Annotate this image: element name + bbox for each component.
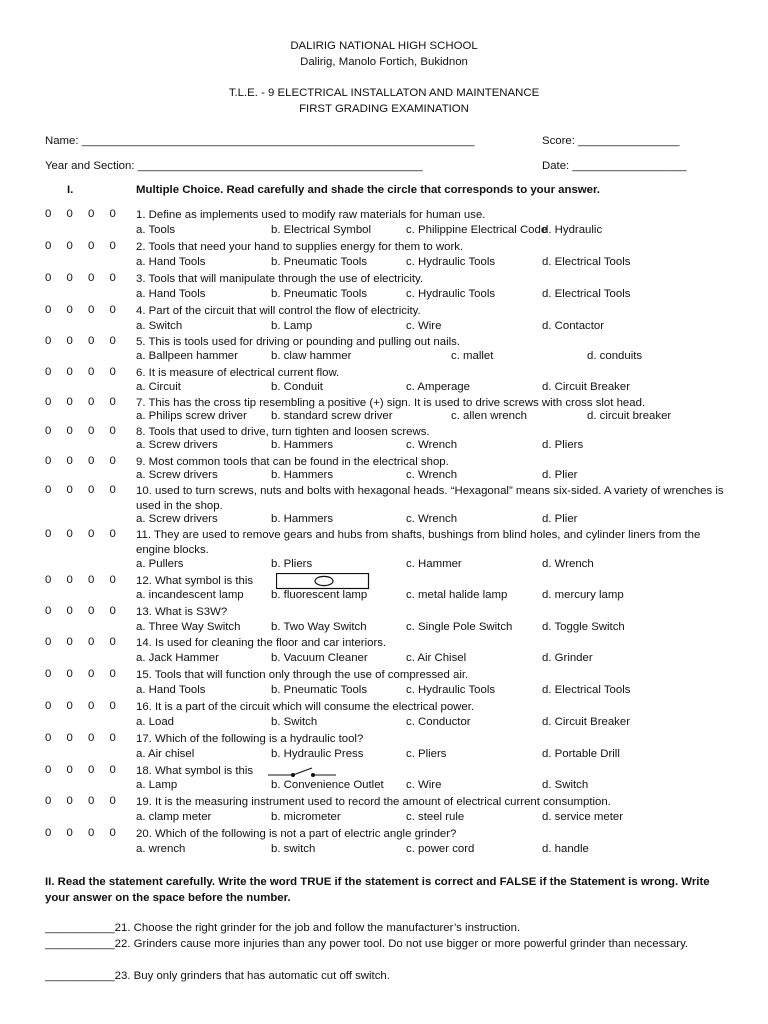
option-d: d. Plier [542, 469, 578, 481]
answer-bubble-a[interactable]: 0 [45, 272, 52, 284]
option-c: c. Hydraulic Tools [406, 256, 496, 268]
answer-bubble-c[interactable]: 0 [88, 636, 95, 648]
option-b: b. claw hammer [271, 350, 352, 362]
answer-bubble-c[interactable]: 0 [88, 574, 95, 586]
answer-bubble-d[interactable]: 0 [109, 700, 116, 712]
answer-bubble-c[interactable]: 0 [88, 425, 95, 437]
option-b: b. Conduit [271, 381, 323, 393]
answer-bubble-b[interactable]: 0 [66, 764, 73, 776]
answer-bubble-b[interactable]: 0 [66, 425, 73, 437]
question-options [136, 684, 736, 698]
question-text: 8. Tools that used to drive, turn tighten and loosen screws. [136, 426, 430, 438]
option-a: a. Jack Hammer [136, 652, 219, 664]
question-options [136, 843, 736, 857]
answer-bubbles [45, 605, 125, 617]
question-text: 20. Which of the following is not a part of electric angle grinder? [136, 828, 457, 840]
answer-bubbles [45, 732, 125, 744]
option-c: c. Conductor [406, 716, 471, 728]
answer-bubbles [45, 528, 125, 540]
answer-bubble-d[interactable]: 0 [109, 636, 116, 648]
answer-bubble-d[interactable]: 0 [109, 240, 116, 252]
answer-bubble-b[interactable]: 0 [66, 335, 73, 347]
question-text: 2. Tools that need your hand to supplies energy for them to work. [136, 241, 464, 253]
answer-bubbles [45, 240, 125, 252]
date-field[interactable]: Date: __________________ [542, 160, 687, 172]
option-c: c. allen wrench [451, 410, 527, 422]
option-d: d. Portable Drill [542, 748, 620, 760]
answer-bubble-d[interactable]: 0 [109, 425, 116, 437]
answer-bubble-a[interactable]: 0 [45, 335, 52, 347]
answer-bubble-a[interactable]: 0 [45, 795, 52, 807]
part2-instruction: II. Read the statement carefully. Write the word TRUE if the statement is correct and FALSE if the Statement is wrong. Write your answer on the space before the number. [45, 876, 710, 904]
question-options [136, 748, 736, 762]
question-text: 4. Part of the circuit that will control the flow of electricity. [136, 305, 421, 317]
option-b: b. Two Way Switch [271, 621, 367, 633]
option-a: a. Hand Tools [136, 256, 206, 268]
answer-bubble-b[interactable]: 0 [66, 304, 73, 316]
option-a: a. Ballpeen hammer [136, 350, 238, 362]
option-a: a. Hand Tools [136, 684, 206, 696]
question-text: 7. This has the cross tip resembling a positive (+) sign. It is used to drive screws with cross slot head. [136, 397, 646, 409]
option-a: a. Air chisel [136, 748, 195, 760]
tf-item-23: ___________23. Buy only grinders that has automatic cut off switch. [45, 970, 390, 982]
answer-bubbles [45, 396, 125, 408]
answer-bubbles [45, 455, 125, 467]
answer-bubble-c[interactable]: 0 [88, 208, 95, 220]
answer-bubble-a[interactable]: 0 [45, 605, 52, 617]
part1-instruction: Multiple Choice. Read carefully and shade the circle that corresponds to your answer. [136, 184, 600, 196]
option-b: b. Hammers [271, 439, 334, 451]
option-d: d. mercury lamp [542, 589, 624, 601]
answer-bubble-b[interactable]: 0 [66, 636, 73, 648]
question-options [136, 469, 736, 483]
answer-bubbles [45, 425, 125, 437]
option-a: a. Lamp [136, 779, 178, 791]
tf-item-22: ___________22. Grinders cause more injuries than any power tool. Do not use bigger or more powerful grinder than necessary. [45, 938, 689, 950]
answer-bubble-b[interactable]: 0 [66, 700, 73, 712]
subject-title: T.L.E. - 9 ELECTRICAL INSTALLATON AND MAINTENANCE [228, 87, 540, 99]
answer-bubble-b[interactable]: 0 [66, 528, 73, 540]
answer-bubble-c[interactable]: 0 [88, 528, 95, 540]
option-b: b. micrometer [271, 811, 341, 823]
question-text: 16. It is a part of the circuit which will consume the electrical power. [136, 701, 475, 713]
option-d: d. Hydraulic [542, 224, 603, 236]
option-c: c. Hydraulic Tools [406, 684, 496, 696]
option-a: a. Switch [136, 320, 183, 332]
answer-bubble-a[interactable]: 0 [45, 208, 52, 220]
option-b: b. Hydraulic Press [271, 748, 364, 760]
answer-bubble-d[interactable]: 0 [109, 732, 116, 744]
answer-bubble-c[interactable]: 0 [88, 668, 95, 680]
question-text: 5. This is tools used for driving or pounding and pulling out nails. [136, 336, 460, 348]
switch-symbol-icon [268, 764, 338, 780]
option-a: a. Three Way Switch [136, 621, 241, 633]
answer-bubble-c[interactable]: 0 [88, 605, 95, 617]
answer-bubble-a[interactable]: 0 [45, 396, 52, 408]
school-address: Dalirig, Manolo Fortich, Bukidnon [300, 56, 468, 68]
option-b: b. switch [271, 843, 316, 855]
answer-bubble-b[interactable]: 0 [66, 605, 73, 617]
answer-bubble-b[interactable]: 0 [66, 795, 73, 807]
score-field[interactable]: Score: ________________ [542, 135, 680, 147]
answer-bubbles [45, 795, 125, 807]
question-text: 11. They are used to remove gears and hubs from shafts, bushings from blind holes, and cylinder liners from the engine blocks. [136, 529, 701, 556]
option-d: d. Electrical Tools [542, 256, 631, 268]
option-b: b. Convenience Outlet [271, 779, 384, 791]
answer-bubble-a[interactable]: 0 [45, 636, 52, 648]
answer-bubble-b[interactable]: 0 [66, 574, 73, 586]
question-options [136, 621, 736, 635]
question-options [136, 716, 736, 730]
question-options [136, 256, 736, 270]
option-c: c. Wire [406, 320, 442, 332]
answer-bubble-a[interactable]: 0 [45, 240, 52, 252]
answer-bubble-b[interactable]: 0 [66, 366, 73, 378]
option-c: c. Hydraulic Tools [406, 288, 496, 300]
answer-bubbles [45, 335, 125, 347]
answer-bubble-d[interactable]: 0 [109, 605, 116, 617]
answer-bubble-a[interactable]: 0 [45, 425, 52, 437]
option-c: c. Wrench [406, 469, 458, 481]
option-a: a. Screw drivers [136, 513, 218, 525]
answer-bubble-c[interactable]: 0 [88, 484, 95, 496]
question-text: 13. What is S3W? [136, 606, 228, 618]
answer-bubble-a[interactable]: 0 [45, 764, 52, 776]
question-options [136, 558, 736, 572]
answer-bubble-a[interactable]: 0 [45, 455, 52, 467]
option-c: c. Air Chisel [406, 652, 467, 664]
option-a: a. Screw drivers [136, 439, 218, 451]
answer-bubble-a[interactable]: 0 [45, 700, 52, 712]
lamp-symbol-icon [276, 573, 370, 590]
option-c: c. Wrench [406, 513, 458, 525]
option-a: a. clamp meter [136, 811, 212, 823]
question-text: 19. It is the measuring instrument used to record the amount of electrical current consumption. [136, 796, 611, 808]
option-d: d. Wrench [542, 558, 594, 570]
option-d: d. Plier [542, 513, 578, 525]
answer-bubbles [45, 700, 125, 712]
answer-bubble-a[interactable]: 0 [45, 366, 52, 378]
option-d: d. Switch [542, 779, 589, 791]
option-a: a. Circuit [136, 381, 181, 393]
answer-bubbles [45, 304, 125, 316]
answer-bubble-d[interactable]: 0 [109, 304, 116, 316]
answer-bubble-b[interactable]: 0 [66, 208, 73, 220]
answer-bubble-d[interactable]: 0 [109, 396, 116, 408]
answer-bubble-c[interactable]: 0 [88, 455, 95, 467]
answer-bubble-c[interactable]: 0 [88, 335, 95, 347]
option-d: d. Grinder [542, 652, 593, 664]
option-b: b. Pneumatic Tools [271, 256, 368, 268]
answer-bubble-d[interactable]: 0 [109, 795, 116, 807]
option-b: b. Pliers [271, 558, 313, 570]
answer-bubbles [45, 272, 125, 284]
answer-bubble-d[interactable]: 0 [109, 208, 116, 220]
answer-bubble-c[interactable]: 0 [88, 700, 95, 712]
answer-bubble-d[interactable]: 0 [109, 827, 116, 839]
option-a: a. Tools [136, 224, 176, 236]
answer-bubble-d[interactable]: 0 [109, 335, 116, 347]
question-text: 18. What symbol is this [136, 765, 254, 777]
answer-bubbles [45, 366, 125, 378]
option-c: c. Pliers [406, 748, 447, 760]
question-options [136, 589, 736, 603]
answer-bubble-d[interactable]: 0 [109, 484, 116, 496]
option-d: d. Pliers [542, 439, 584, 451]
exam-title: FIRST GRADING EXAMINATION [299, 103, 469, 115]
option-b: b. Switch [271, 716, 318, 728]
option-a: a. Screw drivers [136, 469, 218, 481]
option-c: c. Philippine Electrical Code [406, 224, 548, 236]
option-c: c. Wire [406, 779, 442, 791]
option-b: b. Vacuum Cleaner [271, 652, 368, 664]
question-text: 9. Most common tools that can be found in the electrical shop. [136, 456, 449, 468]
question-text: 15. Tools that will function only through the use of compressed air. [136, 669, 469, 681]
answer-bubble-a[interactable]: 0 [45, 668, 52, 680]
question-options [136, 779, 736, 793]
option-b: b. Pneumatic Tools [271, 684, 368, 696]
answer-bubble-b[interactable]: 0 [66, 455, 73, 467]
option-c: c. steel rule [406, 811, 465, 823]
answer-bubble-d[interactable]: 0 [109, 528, 116, 540]
option-c: c. Hammer [406, 558, 462, 570]
question-options [136, 320, 736, 334]
answer-bubbles [45, 764, 125, 776]
answer-bubble-d[interactable]: 0 [109, 764, 116, 776]
answer-bubble-d[interactable]: 0 [109, 668, 116, 680]
option-d: d. Toggle Switch [542, 621, 625, 633]
question-options [136, 381, 736, 395]
answer-bubbles [45, 827, 125, 839]
answer-bubble-b[interactable]: 0 [66, 484, 73, 496]
question-text: 12. What symbol is this [136, 575, 254, 587]
answer-bubble-b[interactable]: 0 [66, 396, 73, 408]
answer-bubble-b[interactable]: 0 [66, 668, 73, 680]
option-c: c. Amperage [406, 381, 470, 393]
answer-bubble-c[interactable]: 0 [88, 366, 95, 378]
tf-item-21: ___________21. Choose the right grinder for the job and follow the manufacturer’s instruction. [45, 922, 521, 934]
question-text: 1. Define as implements used to modify raw materials for human use. [136, 209, 486, 221]
answer-bubble-c[interactable]: 0 [88, 304, 95, 316]
answer-bubble-b[interactable]: 0 [66, 240, 73, 252]
answer-bubbles [45, 208, 125, 220]
option-d: d. Contactor [542, 320, 605, 332]
question-text: 10. used to turn screws, nuts and bolts with hexagonal heads. “Hexagonal” means six-sided. A variety of wrenches is used in the shop. [136, 485, 724, 512]
answer-bubbles [45, 484, 125, 496]
option-c: c. Wrench [406, 439, 458, 451]
answer-bubble-a[interactable]: 0 [45, 528, 52, 540]
option-a: a. Philips screw driver [136, 410, 247, 422]
answer-bubble-c[interactable]: 0 [88, 396, 95, 408]
year-section-field[interactable]: Year and Section: _____________________________________________ [45, 160, 423, 172]
question-options [136, 350, 736, 364]
question-text: 14. Is used for cleaning the floor and car interiors. [136, 637, 387, 649]
question-options [136, 439, 736, 453]
question-text: 17. Which of the following is a hydraulic tool? [136, 733, 364, 745]
option-a: a. incandescent lamp [136, 589, 244, 601]
question-options [136, 513, 736, 527]
option-d: d. conduits [587, 350, 643, 362]
question-options [136, 288, 736, 302]
option-a: a. Hand Tools [136, 288, 206, 300]
option-c: c. Single Pole Switch [406, 621, 513, 633]
answer-bubble-d[interactable]: 0 [109, 455, 116, 467]
answer-bubble-c[interactable]: 0 [88, 272, 95, 284]
answer-bubble-d[interactable]: 0 [109, 574, 116, 586]
answer-bubble-a[interactable]: 0 [45, 827, 52, 839]
option-d: d. service meter [542, 811, 624, 823]
question-options [136, 410, 736, 424]
option-d: d. circuit breaker [587, 410, 672, 422]
part1-number: I. [67, 184, 74, 196]
option-b: b. standard screw driver [271, 410, 393, 422]
answer-bubble-b[interactable]: 0 [66, 827, 73, 839]
answer-bubble-d[interactable]: 0 [109, 366, 116, 378]
question-text: 3. Tools that will manipulate through the use of electricity. [136, 273, 424, 285]
answer-bubble-a[interactable]: 0 [45, 304, 52, 316]
answer-bubbles [45, 574, 125, 586]
school-name: DALIRIG NATIONAL HIGH SCHOOL [290, 40, 478, 52]
answer-bubble-c[interactable]: 0 [88, 240, 95, 252]
option-d: d. Circuit Breaker [542, 381, 630, 393]
option-b: b. Lamp [271, 320, 313, 332]
answer-bubble-b[interactable]: 0 [66, 732, 73, 744]
answer-bubble-c[interactable]: 0 [88, 732, 95, 744]
option-d: d. Electrical Tools [542, 288, 631, 300]
option-a: a. Load [136, 716, 175, 728]
question-options [136, 224, 736, 238]
option-c: c. mallet [451, 350, 494, 362]
answer-bubble-c[interactable]: 0 [88, 764, 95, 776]
name-field[interactable]: Name: ______________________________________________________________ [45, 135, 475, 147]
option-b: b. Electrical Symbol [271, 224, 372, 236]
question-options [136, 652, 736, 666]
answer-bubble-a[interactable]: 0 [45, 732, 52, 744]
option-b: b. fluorescent lamp [271, 589, 368, 601]
answer-bubble-a[interactable]: 0 [45, 484, 52, 496]
option-b: b. Pneumatic Tools [271, 288, 368, 300]
option-d: d. Circuit Breaker [542, 716, 630, 728]
answer-bubble-c[interactable]: 0 [88, 795, 95, 807]
answer-bubble-c[interactable]: 0 [88, 827, 95, 839]
option-b: b. Hammers [271, 513, 334, 525]
answer-bubble-d[interactable]: 0 [109, 272, 116, 284]
answer-bubbles [45, 636, 125, 648]
option-c: c. metal halide lamp [406, 589, 508, 601]
option-c: c. power cord [406, 843, 475, 855]
option-d: d. handle [542, 843, 589, 855]
question-text: 6. It is measure of electrical current flow. [136, 367, 340, 379]
answer-bubble-a[interactable]: 0 [45, 574, 52, 586]
option-d: d. Electrical Tools [542, 684, 631, 696]
option-a: a. Pullers [136, 558, 184, 570]
option-b: b. Hammers [271, 469, 334, 481]
answer-bubble-b[interactable]: 0 [66, 272, 73, 284]
answer-bubbles [45, 668, 125, 680]
question-options [136, 811, 736, 825]
option-a: a. wrench [136, 843, 186, 855]
